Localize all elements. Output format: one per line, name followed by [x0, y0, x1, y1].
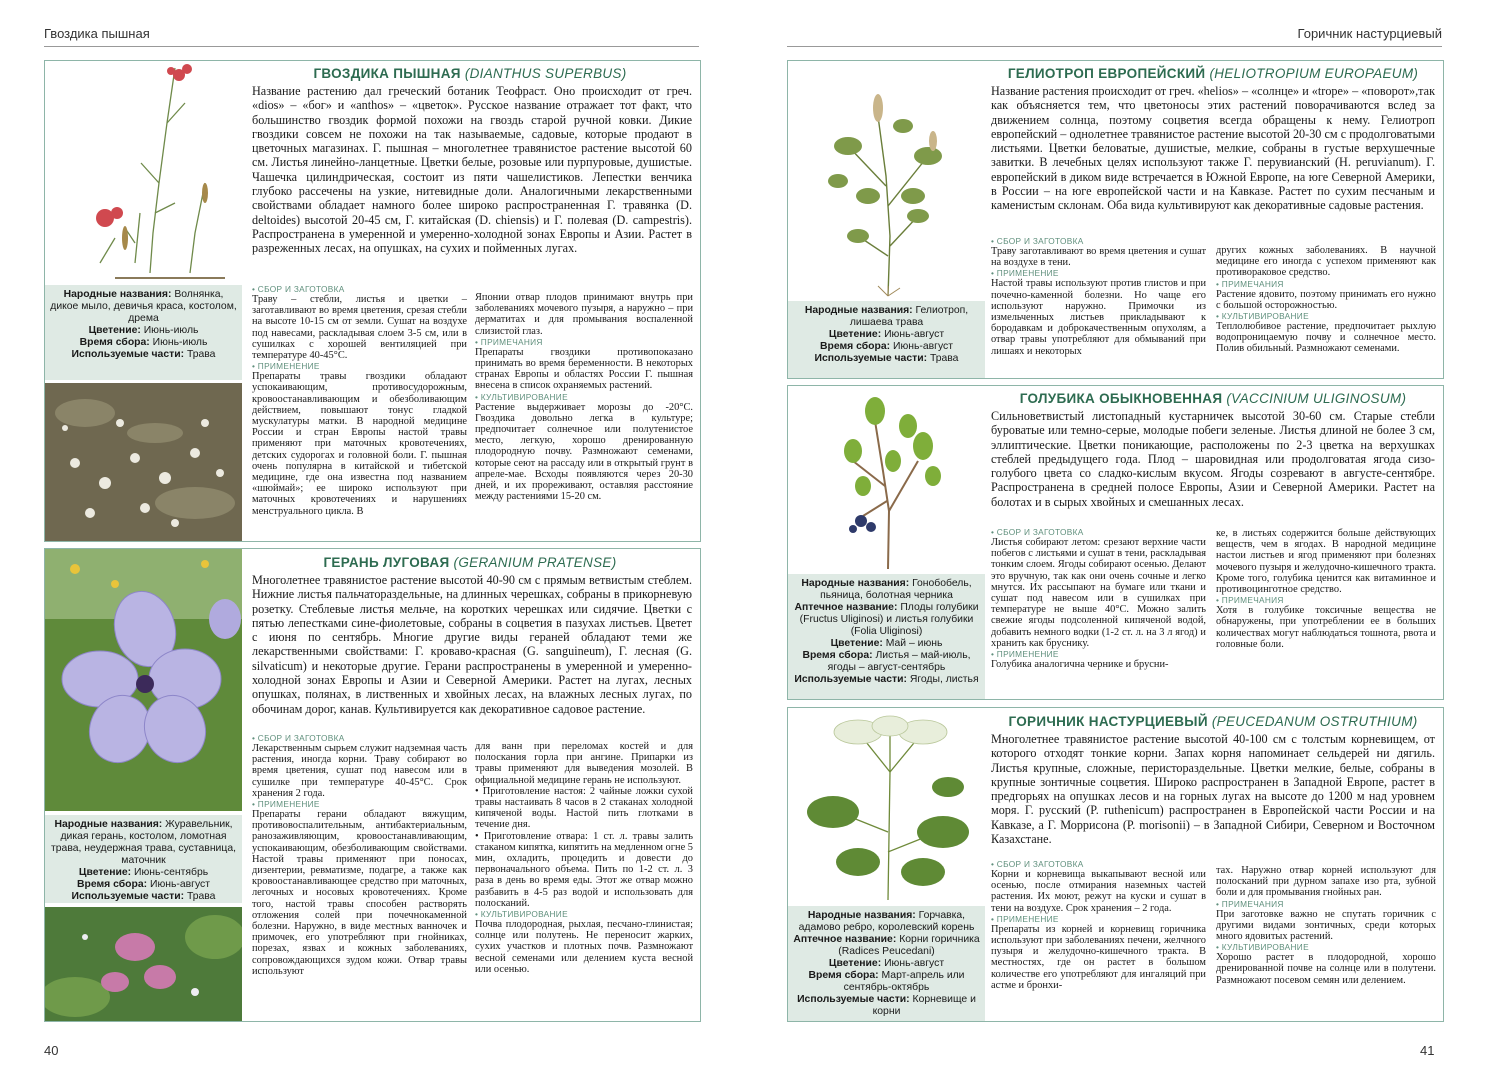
vaccinium-illustration: [823, 391, 953, 571]
geranium-column-2: для ванн при переломах костей и для полоскания горла при ангине. Припарки из травы применяют для выведения мозолей. В официальной медицине герань не используют. • Приготовление настоя: 2 чайные ложки сухой травы настаивать 8 часов в 2 стаканах холодной кипяченой воды. Настой пить глотками в течение дня. • Приготовление отвара: 1 ст. л. травы залить стаканом кипятка, кипятить на медленном огне 5 мин, охладить, процедить и довести до первоначального объема. Пить по 1-2 ст. л. 3 раза в день во время еды. Этот же отвар можно разбавить в 4-5 раз водой и использовать для полосканий. • КУЛЬТИВИРОВАНИЕ Почва плодородная, рыхлая, песчано-глинистая; солнце или полутень. Не переносит жарких, сухих участков и плотных почв. Размножают весной семенами или делением куста весной или осенью.: [475, 741, 693, 975]
vaccinium-title: ГОЛУБИКА ОБЫКНОВЕННАЯ (VACCINIUM ULIGINOSUM): [1019, 391, 1407, 406]
geranium-description: Многолетнее травянистое растение высотой 40-90 см с прямым ветвистым стеблем. Нижние листья пальчатораздельные, на длинных черешках, собраны в прикорневую розетку. Стеблевые листья мельче, на коротких черешках или сидячие. Цветки с пятью лепестками сине-фиолетовые, собраны в соцветия в пазухах листьев. Цветет с июня по сентябрь. Многие другие виды гераней обладают теми же лекарственными свойствами: Г. кроваво-красная (G. sanguineum), Г. лесная (G. silvaticum) и некоторые другие. Герани распространены в умеренной и умеренно-холодной зонах Европы и Азии и Северной Америки. Растет на лугах, лесных опушках, полянах, в лиственных и хвойных лесах, на влажных лесных лугах, по обочинам дорог, канав. Культивируется как декоративное садовое растение.: [252, 573, 692, 716]
peucedanum-column-1: • СБОР И ЗАГОТОВКА Корни и корневища выкапывают весной или осенью, после отмирания наземных частей растения. Их моют, режут на куски и сушат в тени на воздухе. Срок хранения – 2 года. • ПРИМЕНЕНИЕ Препараты из корней и корневищ горичника используют при заболеваниях печени, желчного пузыря и желудочно-кишечного тракта. В местностях, где он растет в большом количестве его употребляют для ингаляций при астме и бронхи-: [991, 859, 1206, 991]
geranium-info-box: Народные названия: Журавельник, дикая герань, костолом, ломотная трава, неудержная трава, суставница, маточник Цветение: Июнь-сентябрь Время сбора: Июнь-август Используемые части: Трава: [45, 815, 242, 903]
heliotrope-column-2: других кожных заболеваниях. В научной медицине его иногда с успехом применяют как противораковое средство. • ПРИМЕЧАНИЯ Растение ядовито, поэтому принимать его нужно с большой осторожностью. • КУЛЬТИВИРОВАНИЕ Теплолюбивое растение, предпочитает рыхлую водопроницаемую почву и солнечное место. Полив обильный. Размножают семенами.: [1216, 245, 1436, 355]
geranium-column-1: • СБОР И ЗАГОТОВКА Лекарственным сырьем служит надземная часть растения, иногда корни. Траву собирают во время цветения, сушат под навесом или в сушилке при температуре 40-45°С. Срок хранения 2 года. • ПРИМЕНЕНИЕ Препараты герани обладают вяжущим, противовоспалительным, антибактериальным, ранозаживляющим, кровоостанавливающим, успокаивающим, обезболивающим свойствами. Настой травы применяют при поносах, дизентерии, ревматизме, подагре, а также как кровоостанавливающее средство при маточных, легочных и носовых кровотечениях. Кроме того, настой травы способен растворять отложения солей при почечнокаменной болезни. Наружно, в виде местных ванночек и примочек, его употребляют при гнойниках, порезах, язвах и кожных заболеваниях, сопровождающихся зудом кожи. Отвар травы используют: [252, 733, 467, 977]
geranium-secondary-photo: [45, 907, 242, 1021]
dianthus-column-1: • СБОР И ЗАГОТОВКА Траву – стебли, листья и цветки – заготавливают во время цветения, срезая стебли на высоте 10-15 см от земли. Сушат на воздухе под навесами, раскладывая слоем 3-5 см, или в сушилках с хорошей вентиляцией при температуре 40-45°С. • ПРИМЕНЕНИЕ Препараты травы гвоздики обладают успокаивающим, противосудорожным, кровоостанавливающим и обезболивающим действием, повышают тонус гладкой мускулатуры матки. В народной медицине России и стран Европы настой травы применяют при маточных кровотечениях, детских судорогах и головной боли. Г. пышная очень популярна в китайской и тибетской медицине, где она известна под названием «шюймай»; ее широко используют при маточных кровотечениях и нарушениях менструального цикла. В: [252, 284, 467, 517]
dianthus-photo: [45, 383, 242, 541]
vaccinium-column-2: ке, в листьях содержится больше действующих веществ, чем в ягодах. В народной медицине настои листьев и ягод применяют при болезнях мочевого пузыря и желудочно-кишечного тракта. Кроме того, голубика ценится как витаминное и противоцинготное средство. • ПРИМЕЧАНИЯ Хотя в голубике токсичные вещества не обнаружены, при употреблении ее в больших количествах могут наблюдаться тошнота, рвота и головные боли.: [1216, 528, 1436, 650]
card-peucedanum: [787, 707, 1444, 1022]
card-geranium: [44, 548, 701, 1022]
peucedanum-description: Многолетнее травянистое растение высотой 40-100 см с толстым корневищем, от которого отходят тонкие корни. Запах корня напоминает сельдерей ни дягиль. Листья крупные, сложные, перистораздельные. Цветки мелкие, белые, собраны в крупные зонтичные соцветия. Широко распространен в Западной Европе, растет в предгорьях на опушках лесов и на горных лугах на высоте до 1200 м над уровнем моря. Г. русский (P. ruthenicum) распространен в Европейской части России и на Кавказе, а Г. Моррисона (P. morisonii) – в Западной Сибири, Северном и Восточном Казахстане.: [991, 732, 1435, 847]
peucedanum-column-2: тах. Наружно отвар корней используют для полосканий при дурном запахе изо рта, зубной боли и для промывания гнойных ран. • ПРИМЕЧАНИЯ При заготовке важно не спутать горичник с другими видами зонтичных, среди которых много ядовитых растений. • КУЛЬТИВИРОВАНИЕ Хорошо растет в плодородной, хорошо дренированной почве на солнце или в полутени. Размножают посевом семян или делением.: [1216, 865, 1436, 986]
geranium-photo: [45, 549, 242, 811]
dianthus-description: Название растению дал греческий ботаник Теофраст. Оно происходит от греч. «dios» – «бог» и «anthos» – «цветок». Русское название отражает тот факт, что большинство гвоздик формой похожи на гвоздь старой ручной ковки. Дикие гвоздики совсем не похожи на так называемые, садовые, которые продают в цветочных магазинах. Г. пышная – многолетнее травянистое растение высотой 60 см. Листья линейно-ланцетные. Цветки белые, розовые или пурпуровые, душистые. Чашечка цилиндрическая, состоит из пяти чашелистиков. Лепестки венчика глубоко рассечены на узкие, нитевидные доли. Аналогичными лекарственными свойствами обладает намного более широко распространенная Г. травянка (D. deltoides) высотой 20-45 см, Г. китайская (D. chiensis) и Г. полевая (D. campestris). Распространена в умеренной и умеренно-холодной зонах Европы и Азии. Растет в разреженных лесах, на опушках, на сухих и пойменных лугах.: [252, 84, 692, 256]
vaccinium-column-1: • СБОР И ЗАГОТОВКА Листья собирают летом: срезают верхние части побегов с листьями и сушат в тени, раскладывая тонким слоем. Ягоды собирают осенью. Делают это вручную, так как они очень сочные и легко мнутся. Их рассыпают на бумаге или ткани и сушат под навесом или в сушилках при температуре не выше 40°С. Можно залить свежие ягоды подсоленной кипяченой водой, добавить немного водки (1-2 ст. л. на 3 л ягод) и хранить как бруснику. • ПРИМЕНЕНИЕ Голубика аналогична чернике и брусни-: [991, 527, 1206, 671]
geranium-title: ГЕРАНЬ ЛУГОВАЯ (GERANIUM PRATENSE): [323, 555, 617, 570]
heliotrope-column-1: • СБОР И ЗАГОТОВКА Траву заготавливают во время цветения и сушат на воздухе в тени. • ПРИМЕНЕНИЕ Настой травы используют против глистов и при почечно-каменной болезни. Но чаще его используют наружно. Примочки из измельченных листьев прикладывают к бородавкам и доброкачественным опухолям, а отвар травы употребляют для обмываний при лишаях и некоторых: [991, 236, 1206, 357]
heliotrope-description: Название растения происходит от греч. «helios» – «солнце» и «trope» – «поворот»,так как объясняется тем, что цветоносы этих растений поворачиваются вслед за движением солнца, поэтому соцветия всегда обращены к нему. Гелиотроп европейский – однолетнее травянистое растение высотой 20-30 см с продолговатыми листьями. Цветки беловатые, душистые, мелкие, собраны в густые верхушечные завитки. В лечебных целях используют также Г. перувианский (H. peruvianum). Г. европейский в диком виде встречается в Южной Европе, на юге Северной Америки, в России – на юге европейской части и на Кавказе. Растет по сухим песчаным и каменистым склонам. Оба вида культивируют как декоративные садовые растения.: [991, 84, 1435, 213]
card-vaccinium: [787, 385, 1444, 700]
peucedanum-title: ГОРИЧНИК НАСТУРЦИЕВЫЙ (PEUCEDANUM OSTRUTHIUM): [1008, 714, 1418, 729]
page-number-right: 41: [1420, 1043, 1435, 1058]
peucedanum-info-box: Народные названия: Горчавка, адамово ребро, королевский корень Аптечное название: Корни горичника (Radices Peucedani) Цветение: Июнь-август Время сбора: Март-апрель или сентябрь-октябрь Используемые части: Корневище и корни: [788, 906, 985, 1021]
dianthus-column-2: Японии отвар плодов принимают внутрь при заболеваниях мочевого пузыря, а наружно – при дерматитах и для промывания воспаленной слизистой глаз. • ПРИМЕЧАНИЯ Препараты гвоздики противопоказано принимать во время беременности. В некоторых странах Европы и областях России Г. пышная внесена в список охраняемых растений. • КУЛЬТИВИРОВАНИЕ Растение выдерживает морозы до -20°С. Гвоздика довольно легка в культуре; предпочитает солнечное или полутенистое место, легкую, хорошо дренированную плодородную почву. Размножают семенами, которые сеют на рассаду или в открытый грунт в апреле-мае. Всходы появляются через 20-30 дней, и их прореживают, оставляя расстояние между растениями 15-20 см.: [475, 292, 693, 503]
page-number-left: 40: [44, 1043, 59, 1058]
card-heliotrope: [787, 60, 1444, 379]
running-header-right: Горичник настурциевый: [787, 26, 1442, 47]
dianthus-info-box: Народные названия: Волнянка, дикое мыло, девичья краса, костолом, дрема Цветение: Июнь-июль Время сбора: Июнь-июль Используемые части: Трава: [45, 285, 242, 380]
vaccinium-description: Сильноветвистый листопадный кустарничек высотой 30-60 см. Старые стебли буроватые или темно-серые, молодые побеги зеленые. Листья длиной не более 3 см, эллиптические. Цветки поникающие, расположены по 2-3 цветка на верхушках стеблей предыдущего года. Плод – шаровидная или продолговатая ягода сизо-голубого цвета со сладко-кислым вкусом. Ягоды созревают в августе-сентябре. Распространена в средней полосе Европы, Азии и Северной Америки. Растет на болотах и в сырых хвойных и смешанных лесах.: [991, 409, 1435, 509]
dianthus-title: ГВОЗДИКА ПЫШНАЯ (DIANTHUS SUPERBUS): [313, 66, 627, 81]
heliotrope-title: ГЕЛИОТРОП ЕВРОПЕЙСКИЙ (HELIOTROPIUM EUROPAEUM): [1007, 66, 1419, 81]
heliotrope-info-box: Народные названия: Гелиотроп, лишаева трава Цветение: Июнь-август Время сбора: Июнь-август Используемые части: Трава: [788, 301, 985, 378]
card-dianthus: [44, 60, 701, 542]
dianthus-illustration: [55, 63, 245, 283]
peucedanum-illustration: [798, 712, 978, 902]
heliotrope-illustration: [808, 86, 968, 301]
vaccinium-info-box: Народные названия: Гонобобель, пьяница, болотная черника Аптечное название: Плоды голубики (Fructus Uliginosi) и листья голубики (Folia Uliginosi) Цветение: Май – июнь Время сбора: Листья – май-июль, ягоды – август-сентябрь Используемые части: Ягоды, листья: [788, 574, 985, 699]
running-header-left: Гвоздика пышная: [44, 26, 699, 47]
